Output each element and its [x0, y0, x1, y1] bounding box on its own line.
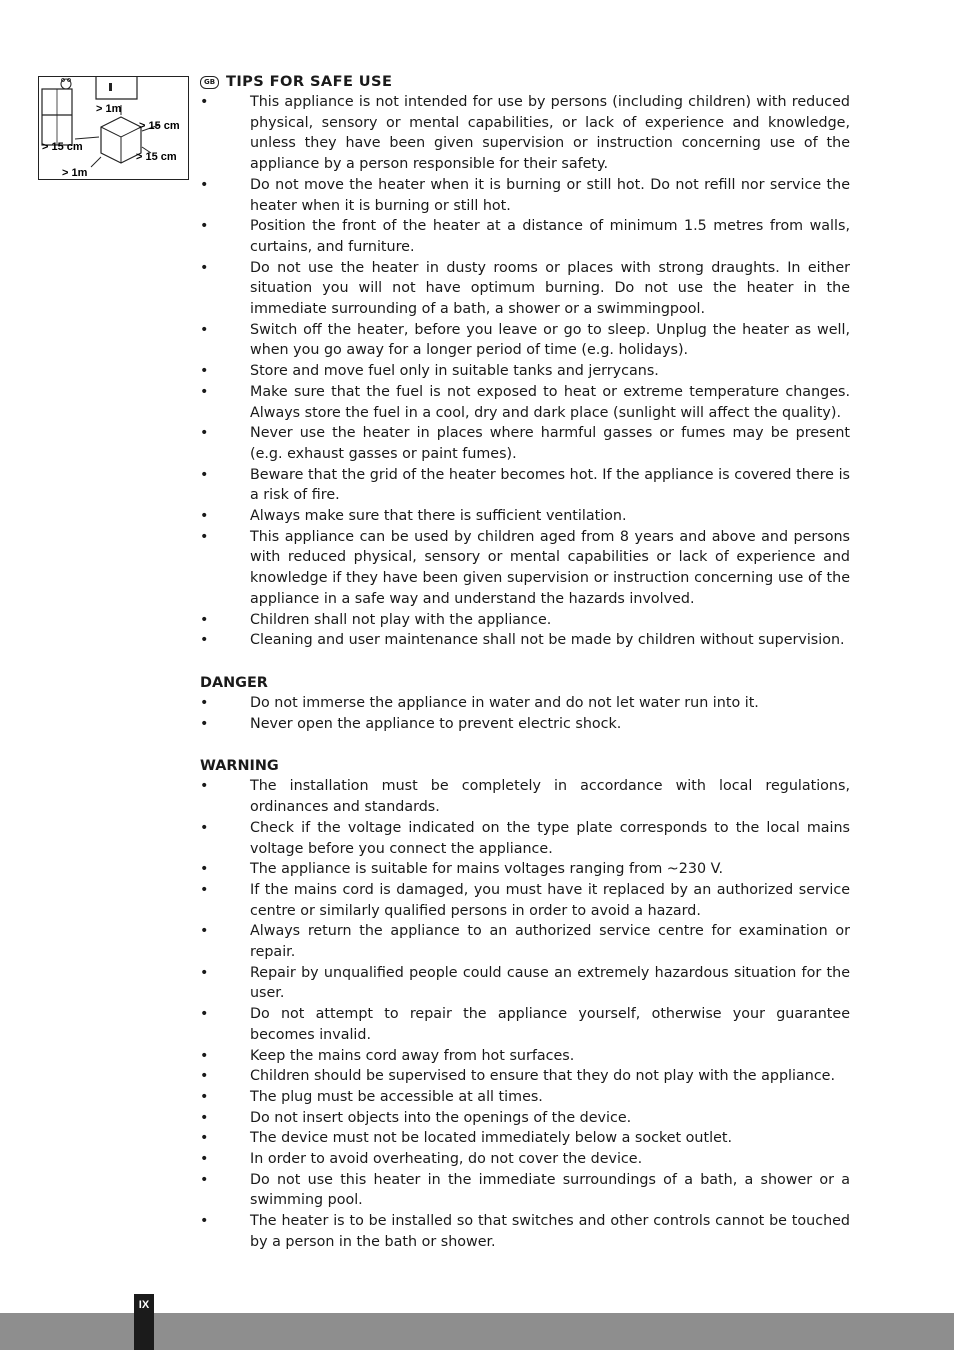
tips-title: TIPS FOR SAFE USE: [226, 72, 393, 90]
warning-list-item: • Always return the appliance to an authorized service centre for examination or repair.: [200, 921, 850, 962]
warning-list-item: • The heater is to be installed so that switches and other controls cannot be touched by a person in the bath or shower.: [200, 1211, 850, 1252]
warning-list-item: • Children should be supervised to ensure that they do not play with the appliance.: [200, 1066, 850, 1087]
warning-list-item: • Do not insert objects into the openings of the device.: [200, 1108, 850, 1129]
wall-cabinet-shape: [96, 77, 137, 99]
danger-list: [200, 693, 850, 734]
clearance-diagram: [38, 76, 189, 180]
tips-list-item: • Position the front of the heater at a distance of minimum 1.5 metres from walls, curtains, and furniture.: [200, 216, 850, 257]
tips-heading: [200, 72, 850, 92]
toy-shape: [61, 79, 71, 89]
main-content: [200, 72, 850, 1253]
tips-list-item: • Beware that the grid of the heater becomes hot. If the appliance is covered there is a risk of fire.: [200, 465, 850, 506]
tips-list-item: • Do not use the heater in dusty rooms or places with strong draughts. In either situation you will not have optimum burning. Do not use the heater in the immediate surrounding of a bath, a shower or a swimmingpool.: [200, 258, 850, 320]
clearance-label-front: > 1m: [62, 167, 88, 179]
warning-list-item: • Check if the voltage indicated on the type plate corresponds to the local mains voltage before you connect the appliance.: [200, 818, 850, 859]
tips-list-item: • Store and move fuel only in suitable tanks and jerrycans.: [200, 361, 850, 382]
tips-list-item: • This appliance can be used by children aged from 8 years and above and persons with reduced physical, sensory or mental capabilities or lack of experience and knowledge if they have been given supervision or instruction concerning use of the appliance in a safe way and understand the hazards involved.: [200, 527, 850, 610]
warning-list-item: • If the mains cord is damaged, you must have it replaced by an authorized service centre or similarly qualified persons in order to avoid a hazard.: [200, 880, 850, 921]
tips-list-item: • Children shall not play with the appliance.: [200, 610, 850, 631]
danger-list-item: • Do not immerse the appliance in water and do not let water run into it.: [200, 693, 850, 714]
tips-list-item: • Make sure that the fuel is not exposed to heat or extreme temperature changes. Always store the fuel in a cool, dry and dark place (sunlight will affect the quality).: [200, 382, 850, 423]
warning-list-item: • Repair by unqualified people could cause an extremely hazardous situation for the user.: [200, 963, 850, 1004]
warning-list-item: • Do not use this heater in the immediate surroundings of a bath, a shower or a swimming pool.: [200, 1170, 850, 1211]
clearance-label-right-top: > 15 cm: [139, 120, 180, 132]
page-number: IX: [134, 1294, 154, 1350]
clearance-label-left: > 15 cm: [42, 141, 83, 153]
warning-list-item: • Do not attempt to repair the appliance yourself, otherwise your guarantee becomes invalid.: [200, 1004, 850, 1045]
warning-list-item: • The plug must be accessible at all times.: [200, 1087, 850, 1108]
clearance-illustration: [39, 77, 188, 179]
tips-list: [200, 92, 850, 651]
tips-list-item: • Cleaning and user maintenance shall not be made by children without supervision.: [200, 630, 850, 651]
warning-list-item: • In order to avoid overheating, do not cover the device.: [200, 1149, 850, 1170]
danger-list-item: • Never open the appliance to prevent electric shock.: [200, 714, 850, 735]
clearance-label-top: > 1m: [96, 103, 122, 115]
danger-heading: DANGER: [200, 674, 268, 691]
warning-list-item: • The device must not be located immediately below a socket outlet.: [200, 1128, 850, 1149]
tips-list-item: • Never use the heater in places where harmful gasses or fumes may be present (e.g. exhaust gasses or paint fumes).: [200, 423, 850, 464]
gb-language-badge: GB: [200, 76, 219, 89]
tips-list-item: • Always make sure that there is sufficient ventilation.: [200, 506, 850, 527]
warning-list-item: • The installation must be completely in accordance with local regulations, ordinances and standards.: [200, 776, 850, 817]
clearance-label-right: > 15 cm: [136, 151, 177, 163]
warning-list: [200, 776, 850, 1252]
tips-list-item: • Do not move the heater when it is burning or still hot. Do not refill nor service the heater when it is burning or still hot.: [200, 175, 850, 216]
tips-list-item: • Switch off the heater, before you leave or go to sleep. Unplug the heater as well, when you go away for a longer period of time (e.g. holidays).: [200, 320, 850, 361]
tips-list-item: • This appliance is not intended for use by persons (including children) with reduced physical, sensory or mental capabilities, or lack of experience and knowledge, unless they have been given supervision or instruction concerning use of the appliance by a person responsible for their safety.: [200, 92, 850, 175]
warning-list-item: • The appliance is suitable for mains voltages ranging from ~230 V.: [200, 859, 850, 880]
warning-list-item: • Keep the mains cord away from hot surfaces.: [200, 1046, 850, 1067]
warning-heading: WARNING: [200, 758, 279, 775]
